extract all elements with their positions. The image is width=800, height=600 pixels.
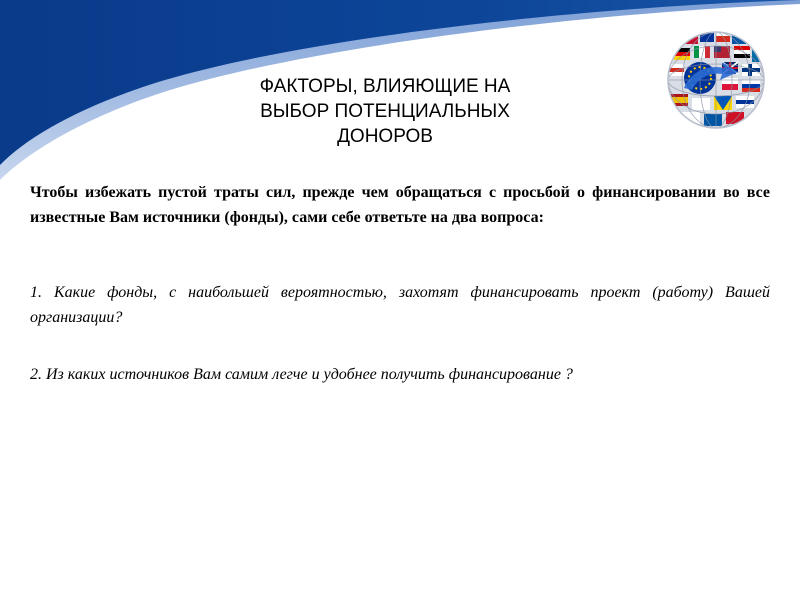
slide-title-line: ДОНОРОВ (337, 126, 433, 147)
question-2-paragraph: 2. Из каких источников Вам самим легче и удобнее получить финансирование ? (30, 366, 573, 383)
slide-title (200, 74, 570, 149)
slide-title-line: ВЫБОР ПОТЕНЦИАЛЬНЫХ (260, 101, 510, 122)
question-1-paragraph: 1. Какие фонды, с наибольшей вероятностью, захотят финансировать проект (работу) Вашей организации? (30, 284, 770, 326)
slide-title-line: ФАКТОРЫ, ВЛИЯЮЩИЕ НА (259, 76, 511, 97)
intro-paragraph: Чтобы избежать пустой траты сил, прежде чем обращаться с просьбой о финансировании во все известные Вам источники (фонды), сами себе ответьте на два вопроса: (30, 184, 770, 226)
globe-flags-icon (664, 28, 768, 132)
